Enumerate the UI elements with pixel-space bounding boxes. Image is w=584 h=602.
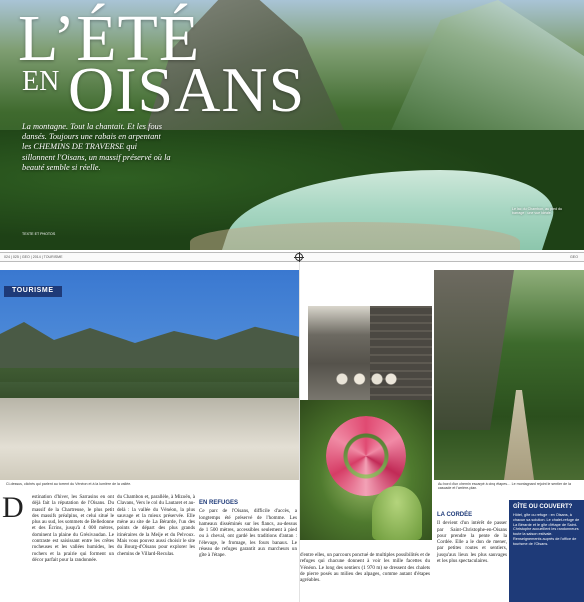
body-text: estination d'hiver, les Sarrasins en ont déjà fait la réputation de l'Oisans. Du massif de la Chartreuse, le plus petit des massifs préalpins, et celui situé le plus au sud, les sommets de Belledonne et des Écrins, jusqu'à 4 000 mètres, dominent la plaine du Grésivaudan. Le contraste est saisissant entre les crêtes rocheuses et les vallées humides, les rochers et la prairie qui forment un décor parfait pour la randonnée. — [32, 494, 114, 563]
riverbed-shape — [0, 398, 300, 480]
sheep-flock-shape — [328, 368, 398, 390]
trail-path-shape — [504, 390, 534, 480]
sidebar-text: Hôtel, gîte ou refuge : en Oisans, à chacun sa solution. Le chalet-refuge de La Bérarde et le gîte d'étape de Saint-Christophe accueillent les randonneurs toute la saison estivale. Renseignements auprès de l'office de tourisme de l'Oisans. — [513, 513, 580, 546]
registration-mark-icon — [295, 253, 303, 261]
body-column-5 — [437, 512, 507, 564]
drop-cap: D — [2, 491, 24, 524]
valley-caption: Ci-dessus, clichés qui parlent au torrent du Vénéon et à la lumière de la vallée. — [6, 482, 132, 486]
cliff-shape — [434, 270, 514, 430]
body-column-4 — [300, 552, 430, 583]
body-column-3 — [199, 500, 297, 559]
hero-intro-text: La montagne. Tout la chantait. Et les fous dansés. Toujours une rabais en arpentant les CHEMINS DE TRAVERSE qui sillonnent l'Oisans, un massif préservé où la beauté semble si réelle. — [22, 122, 171, 172]
trail-photo — [434, 270, 584, 480]
subhead: LA CORDÉE — [437, 512, 473, 518]
body-text: Il devient d'un intérêt de passer par Saint-Christophe-en-Oisans pour prendre la pente de la Cordée. Elle a le don de mener, par petites routes et sentiers, jusqu'aux lieux les plus sauvages et les plus spectaculaires. — [437, 520, 507, 565]
headline-line1: L’ÉTÉ — [18, 2, 201, 75]
succulent-shape — [372, 486, 422, 540]
body-text: d'entre elles, un parcours ponctué de multiples possibilités et de refuges qui chacune donnent à voir les mille facettes du Vénéon. Le long des sentiers (1 970 m) se dressent des chalets de pierre posés au milieu des alpages, comme autant d'étapes agréables. — [300, 552, 430, 584]
hero-credit: TEXTE ET PHOTOS — [22, 232, 56, 236]
body-column-2 — [117, 494, 195, 557]
body-column-1 — [2, 491, 114, 563]
folio-left: 024 | 025 | GEO | 2014 | TOURISME — [4, 255, 63, 259]
body-text: du Chambon et, parallèle, à Mizoën, à Clavans, Vers le col du Lautaret et au-delà : la vallée du Vénéon, la plus sauvage et la mieux préservée. Elle mène au site de La Bérarde, l'un des points de départ des plus grands itinéraires de la Meije et du Pelvoux. Mais vous pouvez aussi choisir le site du Bourg-d'Oisans pour explorer les chemins de Villard-Reculas. — [117, 494, 195, 557]
info-sidebar — [509, 500, 584, 602]
hero-caption: Le lac du Chambon, au pied du barrage : une vue idéale. — [512, 207, 562, 216]
section-tab: TOURISME — [4, 286, 62, 297]
trail-caption: Au bord d'un chemin escarpé à cinq étapes… Le montagnard rejoint le sentier de la cascade et l'arrière-plan. — [438, 482, 571, 491]
treeline-shape — [0, 368, 300, 402]
body-text: Ce parc de l'Oisans, difficile d'accès, a longtemps été préservé de l'homme. Les hameaux disséminés sur les flancs, au-dessus de 1 500 mètres, accessibles seulement à pied ou à cheval, ont gardé les traditions d'antan : l'élevage, le fromage, les fours banaux. Le réseau de refuges garantit aux marcheurs un gîte à l'étape. — [199, 508, 297, 559]
headline-line2: OISANS — [68, 54, 306, 125]
flower-rosette-shape — [326, 416, 406, 496]
folio-right: GEO — [570, 255, 578, 259]
folio-bar — [0, 252, 584, 262]
valley-photo — [0, 270, 300, 480]
headline-en: EN — [22, 66, 60, 97]
subhead: EN REFUGES — [199, 500, 239, 506]
flower-photo — [300, 400, 432, 540]
village-photo — [308, 306, 432, 402]
sidebar-title: GÎTE OU COUVERT? — [513, 504, 573, 510]
